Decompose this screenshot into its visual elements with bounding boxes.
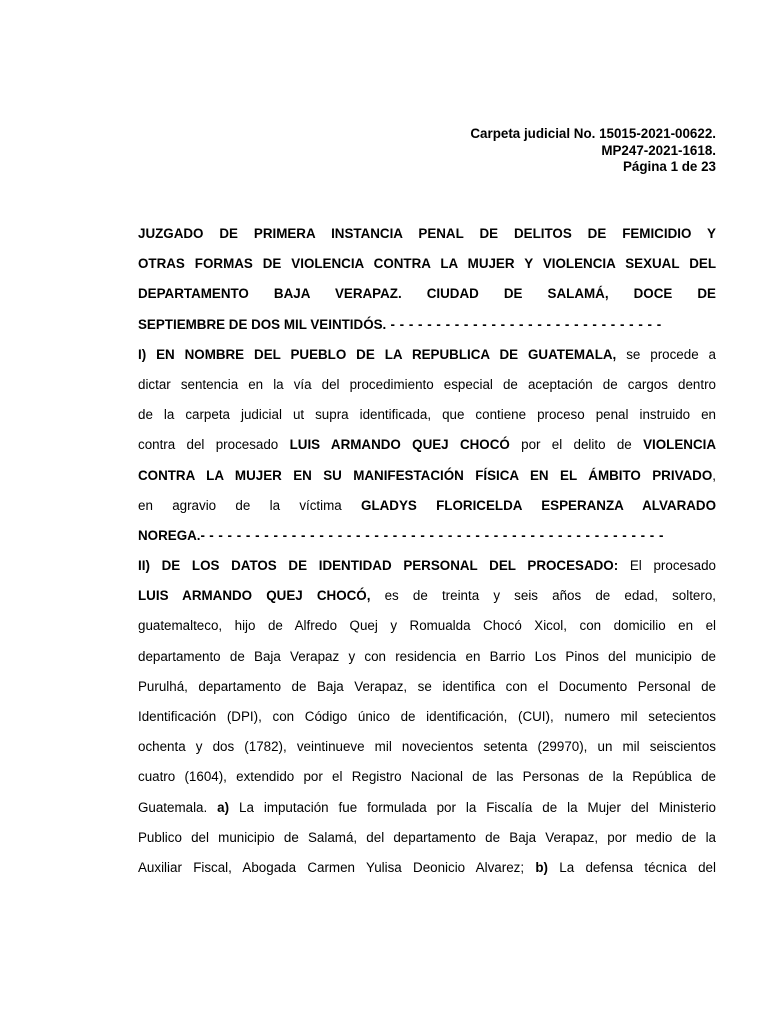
victim-name: GLADYS FLORICELDA ESPERANZA ALVARADO (361, 497, 716, 513)
section2-line-1: II) DE LOS DATOS DE IDENTIDAD PERSONAL DEL PROCESADO: El procesado (138, 558, 716, 574)
crime-name: CONTRA LA MUJER EN SU MANIFESTACIÓN FÍSICA EN EL ÁMBITO PRIVADO (138, 467, 713, 483)
court-line-1: JUZGADO DE PRIMERA INSTANCIA PENAL DE DELITOS DE FEMICIDIO Y (138, 226, 716, 241)
section2-line-11: Auxiliar Fiscal, Abogada Carmen Yulisa Deonicio Alvarez; b) La defensa técnica del (138, 859, 716, 875)
section1-heading: I) EN NOMBRE DEL PUEBLO DE LA REPUBLICA DE GUATEMALA, (138, 346, 617, 362)
case-header (470, 126, 716, 176)
court-line-2: OTRAS FORMAS DE VIOLENCIA CONTRA LA MUJER Y VIOLENCIA SEXUAL DEL (138, 256, 716, 272)
section2-line-8: cuatro (1604), extendido por el Registro Nacional de las Personas de la República de (138, 769, 716, 785)
section2-line-10: Publico del municipio de Salamá, del departamento de Baja Verapaz, por medio de la (138, 829, 716, 845)
section2-line-6: Identificación (DPI), con Código único de identificación, (CUI), numero mil setecientos (138, 709, 716, 724)
section2-line-3: guatemalteco, hijo de Alfredo Quej y Romualda Chocó Xicol, con domicilio en el (138, 618, 716, 634)
section2-line-4: departamento de Baja Verapaz y con residencia en Barrio Los Pinos del municipio de (138, 648, 716, 664)
section1-line-4: contra del procesado LUIS ARMANDO QUEJ CHOCÓ por el delito de VIOLENCIA (138, 437, 716, 453)
court-line-3: DEPARTAMENTO BAJA VERAPAZ. CIUDAD DE SALAMÁ, DOCE DE (138, 286, 716, 302)
section2-line-5: Purulhá, departamento de Baja Verapaz, se identifica con el Documento Personal de (138, 678, 716, 694)
section1-line-3: de la carpeta judicial ut supra identificada, que contiene proceso penal instruido en (138, 407, 716, 423)
section1-line-2: dictar sentencia en la vía del procedimiento especial de aceptación de cargos dentro (138, 376, 716, 392)
section2-heading: II) DE LOS DATOS DE IDENTIDAD PERSONAL DEL PROCESADO: (138, 558, 619, 574)
section2-line-7: ochenta y dos (1782), veintinueve mil novecientos setenta (29970), un mil seiscientos (138, 739, 716, 755)
section1-line-1: I) EN NOMBRE DEL PUEBLO DE LA REPUBLICA DE GUATEMALA, se procede a (138, 346, 716, 362)
section1-line-7: NOREGA.- - - - - - - - - - - - - - - - - - - - - - - - - - - - - - - - - - - - - - - - - - - - - - - - - - - (138, 527, 664, 543)
page-number: Página 1 de 23 (622, 159, 716, 174)
defendant-name: LUIS ARMANDO QUEJ CHOCÓ (289, 437, 510, 453)
court-line-4: SEPTIEMBRE DE DOS MIL VEINTIDÓS. - - - - - - - - - - - - - - - - - - - - - - - - - - - - - - (138, 316, 662, 332)
section1-line-5: CONTRA LA MUJER EN SU MANIFESTACIÓN FÍSICA EN EL ÁMBITO PRIVADO, (138, 467, 716, 483)
mp-number: MP247-2021-1618. (601, 142, 716, 158)
section1-line-6: en agravio de la víctima GLADYS FLORICELDA ESPERANZA ALVARADO (138, 497, 716, 513)
case-number: Carpeta judicial No. 15015-2021-00622. (470, 126, 716, 141)
document-body (138, 223, 716, 887)
section2-line-9: Guatemala. a) La imputación fue formulada por la Fiscalía de la Mujer del Ministerio (138, 799, 716, 815)
section2-line-2: LUIS ARMANDO QUEJ CHOCÓ, es de treinta y seis años de edad, soltero, (138, 588, 716, 604)
